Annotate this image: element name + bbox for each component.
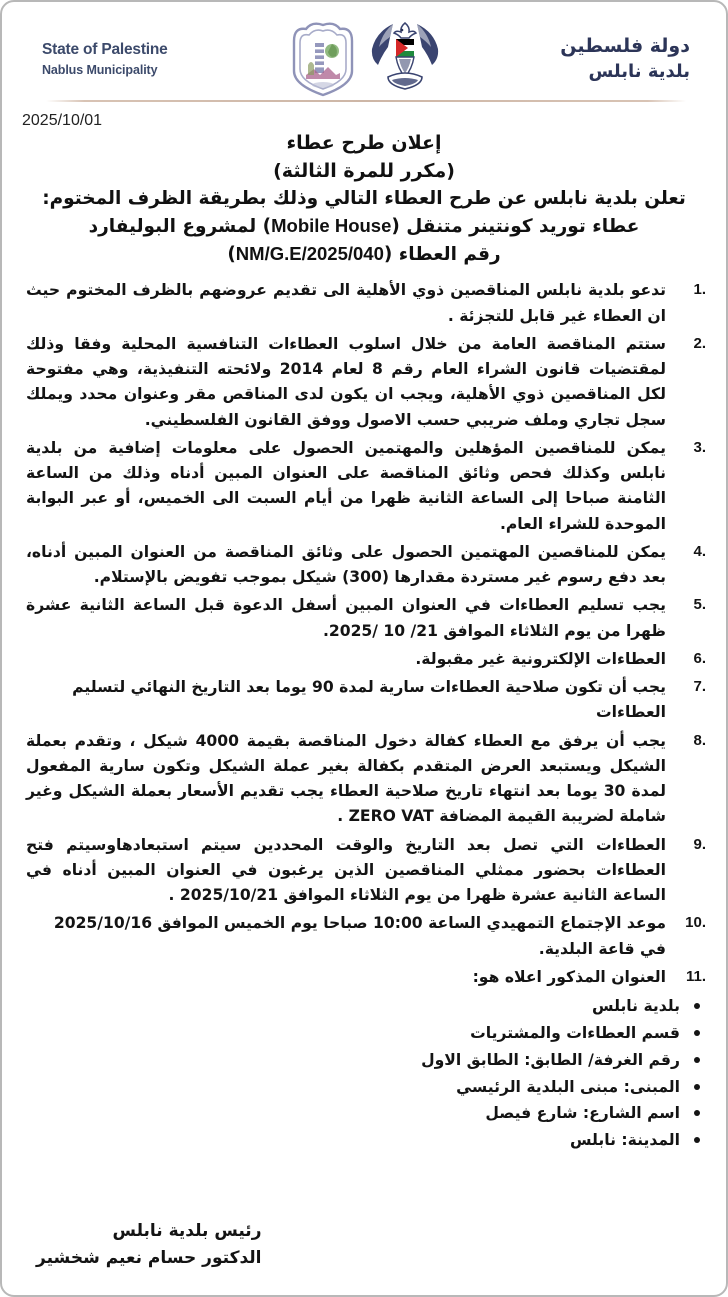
clause-item: تدعو بلدية نابلس المناقصين ذوي الأهلية الى تقديم عروضهم بالظرف المختوم حيث ان العطاء غير قابل للتجزئة . <box>26 281 666 325</box>
title-block <box>16 130 712 268</box>
letterhead-arabic-line1: دولة فلسطين <box>560 35 690 58</box>
clause-item: يجب أن تكون صلاحية العطاءات سارية لمدة 90 يوما بعد التاريخ النهائي لتسليم العطاءات <box>72 678 666 722</box>
address-item: المدينة: نابلس <box>16 1127 712 1154</box>
address-item: رقم الغرفة/ الطابق: الطابق الاول <box>16 1047 712 1074</box>
letterhead <box>16 12 712 98</box>
letterhead-english-line1: State of Palestine <box>42 41 168 59</box>
address-item: المبنى: مبنى البلدية الرئيسي <box>16 1074 712 1101</box>
nablus-municipality-seal-icon <box>284 19 362 99</box>
tender-number-line <box>24 240 704 268</box>
letterhead-arabic <box>560 34 690 83</box>
tender-number-close: ) <box>227 244 236 266</box>
signatory-role: رئيس بلدية نابلس <box>112 1220 262 1241</box>
signatory-name: الدكتور حسام نعيم شخشير <box>36 1248 262 1269</box>
tender-subject-before: عطاء توريد كونتينر متنقل ( <box>391 216 640 238</box>
clause-item-address-heading: العنوان المذكور اعلاه هو: <box>472 967 666 986</box>
address-item: اسم الشارع: شارع فيصل <box>16 1100 712 1127</box>
tender-number-value: NM/G.E/2025/040 <box>235 243 384 265</box>
clause-item: ستتم المناقصة العامة من خلال اسلوب العطاءات التنافسية المحلية وفقا وذلك لمقتضيات قانون الشراء العام رقم 8 لعام 2014 ولائحته التنفيذية، وهي مفتوحة لكل المناقصين ذوي الأهلية، ويجب ان يكون لدى المناقص مقر وعنوان محدد ويملك سجل تجاري وملف ضريبي حسب الاصول ووفق القانون الفلسطيني. <box>26 334 666 429</box>
signature-block <box>36 1218 261 1273</box>
letterhead-english-line2: Nablus Municipality <box>42 62 158 77</box>
clause-list <box>16 278 712 990</box>
clause-item: يجب تسليم العطاءات في العنوان المبين أسفل الدعوة قبل الساعة الثانية عشرة ظهرا من يوم الثلاثاء الموافق 21/ 10 /2025. <box>26 596 666 640</box>
clause-item: يجب أن يرفق مع العطاء كفالة دخول المناقصة بقيمة 4000 شيكل ، وتقدم بعملة الشيكل ويستبعد العرض المتقدم بكفالة بغير عملة الشيكل وتكون سارية المفعول لمدة 30 يوما بعد انتهاء تاريخ صلاحية العطاء يجب تقديم الأسعار بعملة الشيكل وغير شاملة لضريبة القيمة المضافة ZERO VAT . <box>26 731 667 826</box>
address-list <box>16 993 712 1154</box>
tender-subject-after: ) لمشروع البوليفارد <box>88 216 272 238</box>
letterhead-english <box>42 40 168 78</box>
document-date: 2025/10/01 <box>22 112 103 129</box>
address-item: قسم العطاءات والمشتريات <box>16 1020 712 1047</box>
emblems-group <box>284 19 444 99</box>
clause-item: موعد الإجتماع التمهيدي الساعة 10:00 صباحا يوم الخميس الموافق 2025/10/16 في قاعة البلدية. <box>53 914 666 958</box>
clause-item: العطاءات الإلكترونية غير مقبولة. <box>415 649 666 668</box>
clause-item: يمكن للمناقصين المهتمين الحصول على وثائق المناقصة من العنوان المبين أدناه، بعد دفع رسوم غير مستردة مقدارها (300) شيكل بموجب تفويض بالإستلام. <box>26 542 666 587</box>
announcement-title: إعلان طرح عطاء <box>286 132 442 154</box>
address-item: بلدية نابلس <box>16 993 712 1020</box>
clause-item: العطاءات التي تصل بعد التاريخ والوقت المحددين سيتم استبعادهاوسيتم فتح العطاءات بحضور ممثلي المناقصين الذين يرغبون في العنوان المبين أدناه في الساعة الثانية عشرة ظهرا من يوم الثلاثاء الموافق 2025/10/21 . <box>26 835 666 905</box>
announcement-intro: تعلن بلدية نابلس عن طرح العطاء التالي وذلك بطريقة الظرف المختوم: <box>42 188 686 210</box>
tender-number-label: رقم العطاء ( <box>383 244 501 266</box>
clause-item: يمكن للمناقصين المؤهلين والمهتمين الحصول على معلومات إضافية من بلدية نابلس وكذلك فحص وثائق المناقصة على العنوان المبين أدناه وذلك من الساعة الثامنة صباحا إلى الساعة الثانية ظهرا من أيام السبت الى الخميس، أو عبر البوابة الموحدة للشراء العام. <box>26 438 666 533</box>
tender-subject <box>24 212 704 240</box>
tender-subject-latin: Mobile House <box>271 215 392 237</box>
palestine-eagle-emblem-icon <box>366 19 444 99</box>
repeat-notice: (مكرر للمرة الثالثة) <box>273 159 455 182</box>
letterhead-arabic-line2: بلدية نابلس <box>588 61 690 83</box>
